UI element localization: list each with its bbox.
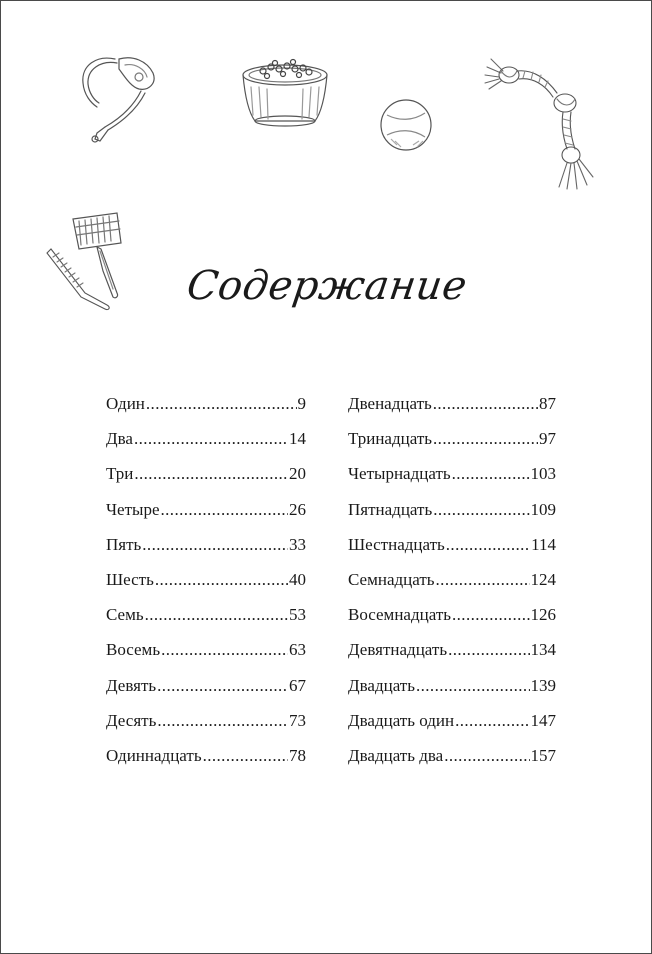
toc-entry-label: Девять	[106, 675, 157, 695]
toc-entry	[106, 464, 306, 499]
toc-dot-leader	[452, 464, 530, 484]
toc-entry-label: Семнадцать	[348, 569, 435, 589]
toc-entry	[348, 746, 556, 781]
toc-entry-label: Десять	[106, 710, 157, 730]
toc-column-left	[106, 394, 306, 781]
toc-entry-page-number: 109	[530, 499, 556, 519]
toc-dot-leader	[452, 605, 530, 625]
toc-entry	[348, 429, 556, 464]
toc-entry	[106, 605, 306, 640]
toc-entry-page-number: 157	[530, 745, 556, 765]
toc-dot-leader	[448, 640, 529, 660]
toc-entry	[106, 429, 306, 464]
toc-entry	[348, 464, 556, 499]
toc-entry-label: Три	[106, 464, 134, 484]
toc-entry-label: Пятнадцать	[348, 499, 433, 519]
toc-entry-page-number: 40	[289, 569, 306, 589]
toc-entry-label: Семь	[106, 605, 144, 625]
toc-dot-leader	[416, 676, 530, 696]
toc-entry-page-number: 124	[530, 569, 556, 589]
toc-entry-page-number: 53	[289, 605, 306, 625]
toc-entry	[106, 640, 306, 675]
toc-entry-page-number: 63	[289, 640, 306, 660]
toc-dot-leader	[455, 711, 529, 731]
toc-entry	[106, 535, 306, 570]
toc-entry	[106, 676, 306, 711]
toc-entry-page-number: 26	[289, 499, 306, 519]
toc-entry-label: Тринадцать	[348, 429, 433, 449]
toc-dot-leader	[161, 500, 289, 520]
toc-entry-page-number: 97	[539, 429, 556, 449]
toc-entry-label: Двенадцать	[348, 394, 432, 413]
toc-entry	[348, 500, 556, 535]
toc-entry	[348, 394, 556, 429]
toc-entry	[348, 640, 556, 675]
ball-icon	[377, 97, 435, 153]
toc-dot-leader	[433, 500, 529, 520]
toc-dot-leader	[155, 570, 288, 590]
toc-dot-leader	[157, 676, 288, 696]
toc-entry-page-number: 9	[297, 394, 306, 413]
toc-entry-label: Восемнадцать	[348, 605, 451, 625]
page-title: Содержание	[184, 263, 470, 309]
toc-entry-label: Двадцать	[348, 675, 415, 695]
toc-entry-page-number: 147	[530, 710, 556, 730]
toc-entry-page-number: 126	[530, 605, 556, 625]
food-bowl-icon	[237, 57, 333, 129]
toc-entry-label: Шесть	[106, 569, 154, 589]
toc-dot-leader	[134, 429, 288, 449]
toc-entry-page-number: 87	[539, 394, 556, 413]
toc-dot-leader	[444, 746, 529, 766]
toc-entry-label: Девятнадцать	[348, 640, 448, 660]
toc-dot-leader	[203, 746, 288, 766]
toc-entry-page-number: 20	[289, 464, 306, 484]
toc-dot-leader	[145, 605, 288, 625]
toc-entry-page-number: 67	[289, 675, 306, 695]
toc-entry-label: Одиннадцать	[106, 745, 202, 765]
toc-entry	[348, 570, 556, 605]
toc-entry-label: Два	[106, 429, 133, 449]
toc-dot-leader	[446, 535, 530, 555]
toc-entry	[106, 746, 306, 781]
toc-dot-leader	[142, 535, 288, 555]
toc-entry-label: Двадцать один	[348, 710, 455, 730]
toc-entry	[348, 535, 556, 570]
toc-entry	[106, 394, 306, 429]
toc-entry-page-number: 134	[530, 640, 556, 660]
toc-entry-page-number: 73	[289, 710, 306, 730]
toc-dot-leader	[433, 429, 538, 449]
toc-entry	[106, 500, 306, 535]
toc-entry-label: Двадцать два	[348, 745, 444, 765]
toc-dot-leader	[134, 464, 288, 484]
toc-dot-leader	[436, 570, 530, 590]
toc-dot-leader	[157, 711, 288, 731]
toc-entry-page-number: 103	[530, 464, 556, 484]
toc-entry-page-number: 139	[530, 675, 556, 695]
toc-entry	[348, 676, 556, 711]
toc-dot-leader	[146, 394, 297, 414]
toc-entry-page-number: 14	[289, 429, 306, 449]
toc-entry-label: Четырнадцать	[348, 464, 451, 484]
toc-entry-label: Четыре	[106, 499, 160, 519]
toc-entry-page-number: 33	[289, 534, 306, 554]
toc-entry	[348, 711, 556, 746]
toc-entry	[106, 711, 306, 746]
toc-column-right	[348, 394, 556, 781]
leash-icon	[75, 51, 165, 143]
toc-entry	[348, 605, 556, 640]
toc-dot-leader	[161, 640, 288, 660]
toc-entry-label: Шестнадцать	[348, 534, 445, 554]
toc-entry-label: Один	[106, 394, 145, 413]
toc-entry-label: Пять	[106, 534, 142, 554]
toc-dot-leader	[433, 394, 538, 414]
toc-entry-page-number: 114	[531, 534, 556, 554]
rope-toy-icon	[481, 53, 601, 193]
toc-entry	[106, 570, 306, 605]
toc-entry-label: Восемь	[106, 640, 161, 660]
toc-entry-page-number: 78	[289, 745, 306, 765]
